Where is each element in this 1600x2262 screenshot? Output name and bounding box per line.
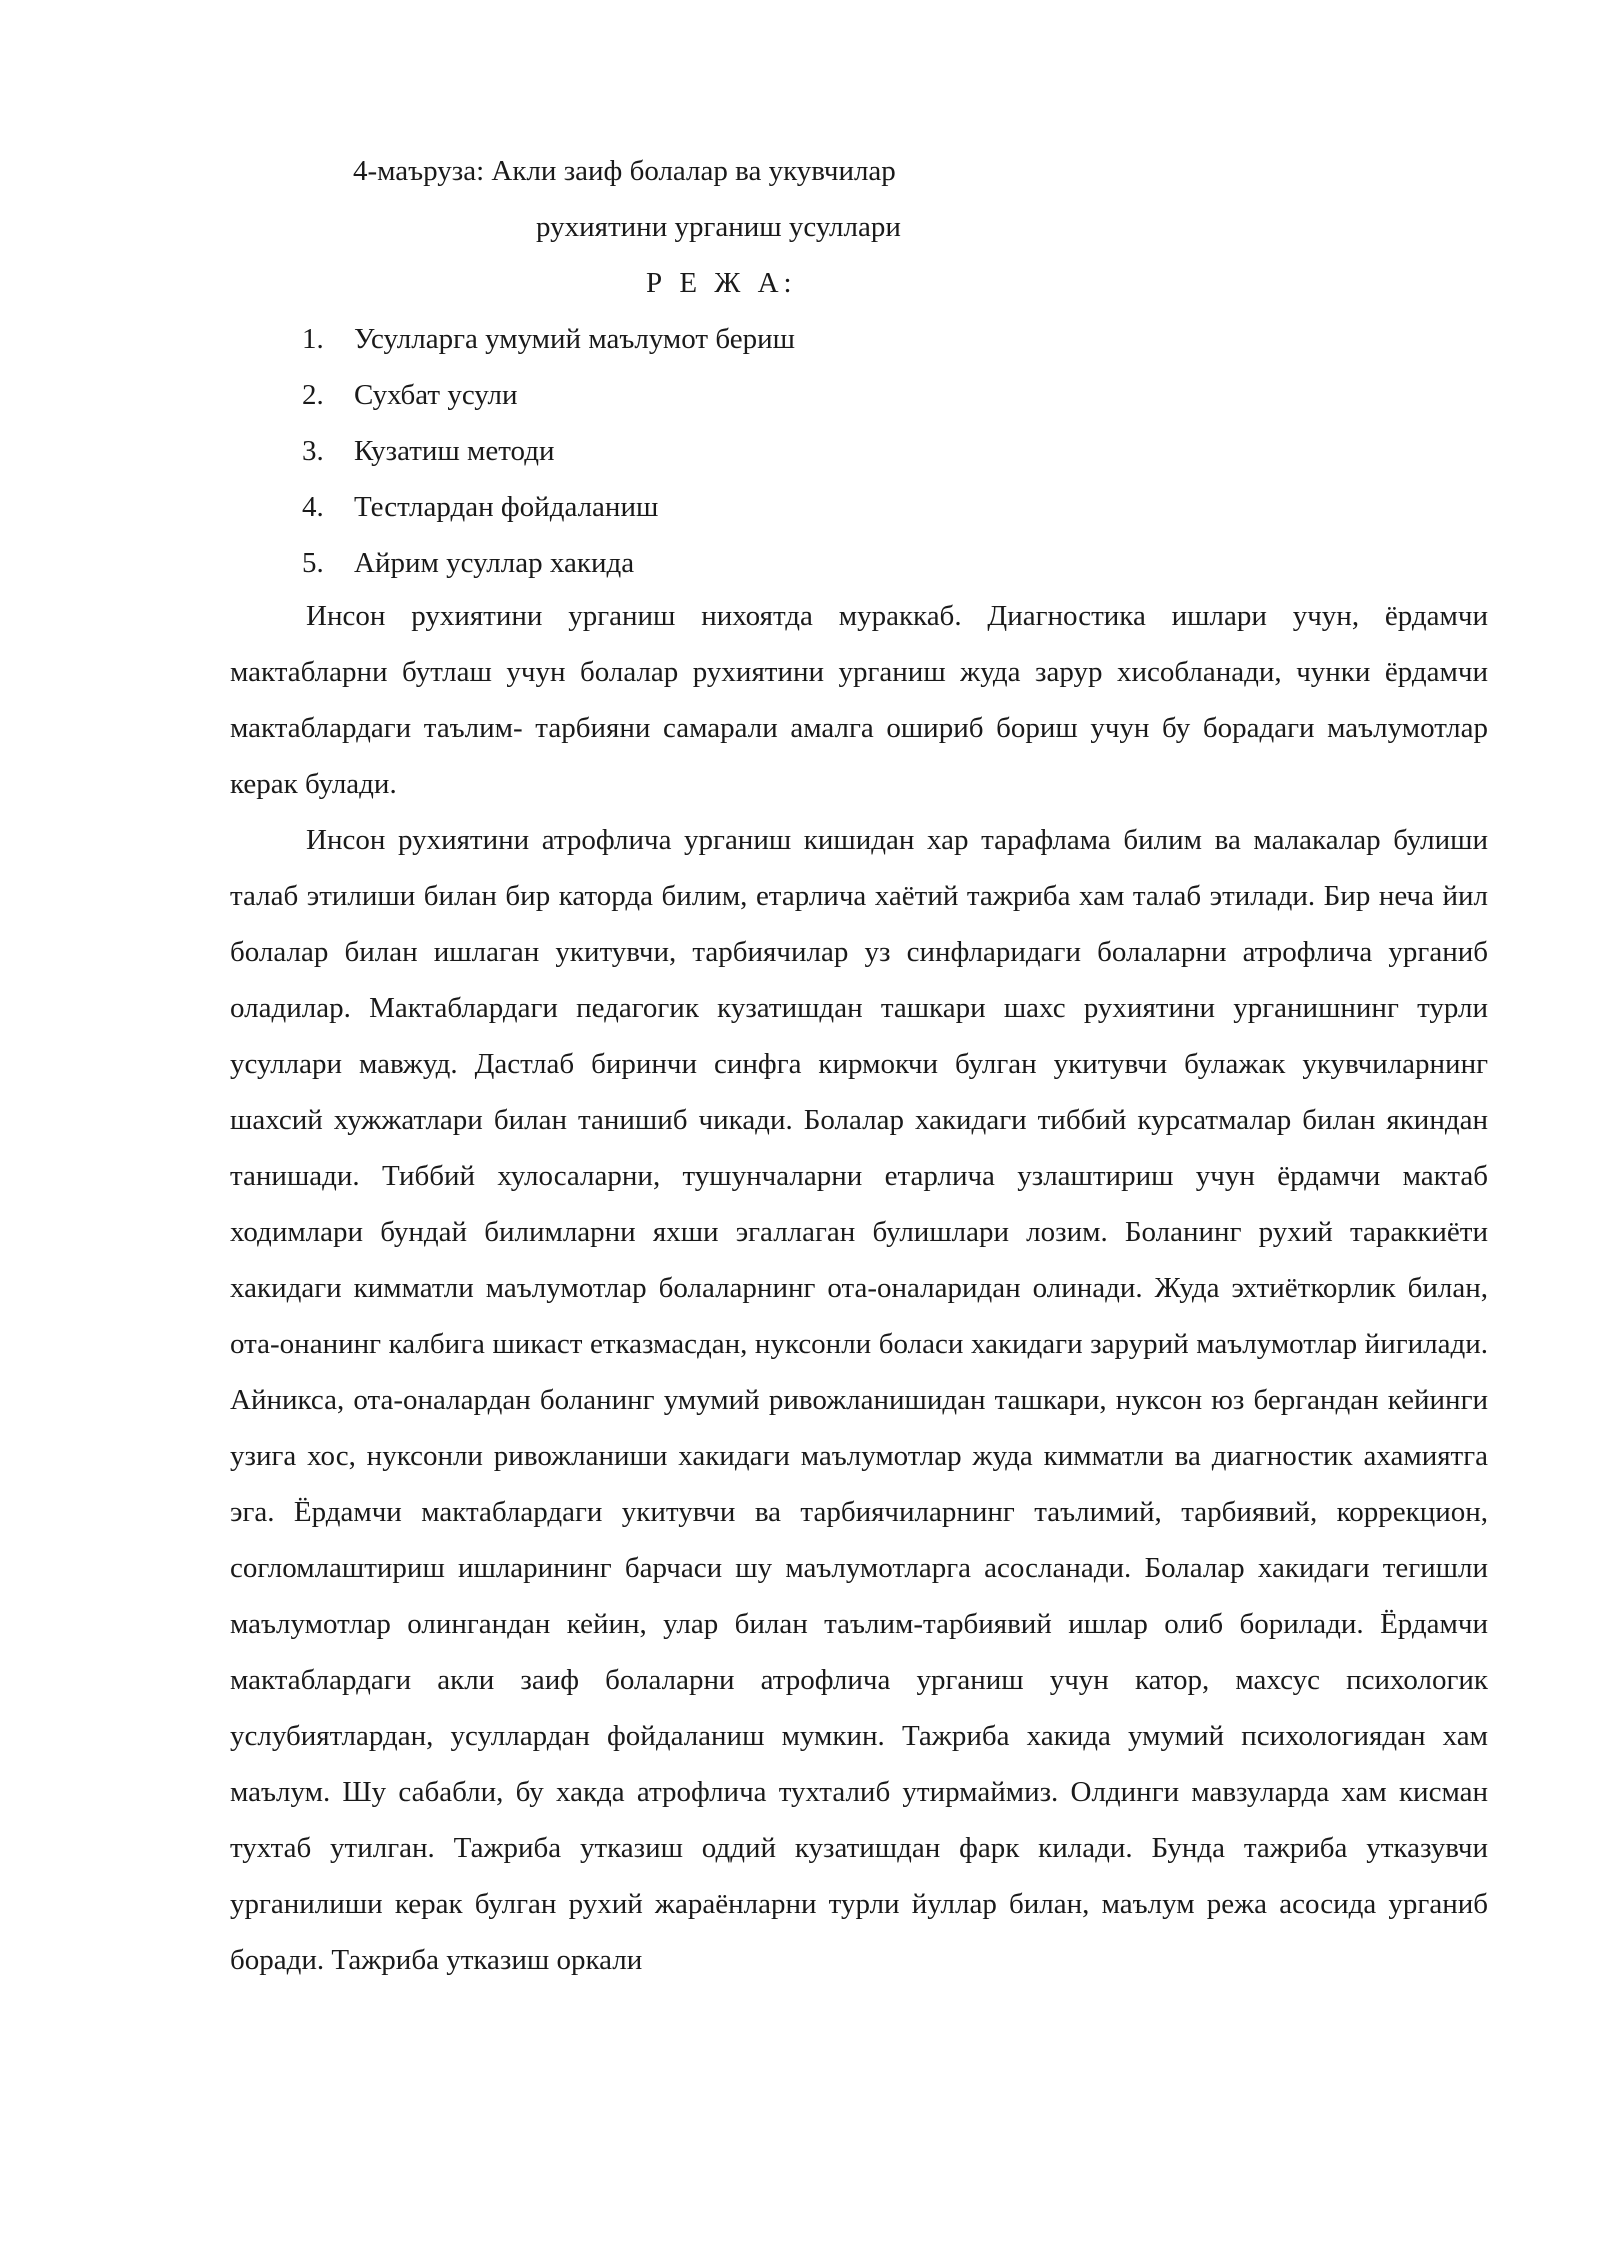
plan-item [302, 376, 795, 432]
plan-item-text: Тестлардан фойдаланиш [354, 491, 659, 523]
plan-item-number: 1. [302, 323, 324, 355]
plan-item [302, 432, 795, 488]
plan-item-number: 4. [302, 491, 324, 523]
plan-item-number: 2. [302, 379, 324, 411]
plan-item-text: Сухбат усули [354, 379, 518, 411]
plan-item-number: 5. [302, 547, 324, 579]
body-paragraph-2: Инсон рухиятини атрофлича урганиш кишидан хар тарафлама билим ва малакалар булиши талаб этилиши билан бир каторда билим, етарлича хаётий тажриба хам талаб этилади. Бир неча йил болалар билан ишлаган укитувчи, тарбиячилар уз синфларидаги болаларни атрофлича урганиб оладилар. Мактаблардаги педагогик кузатишдан ташкари шахс рухиятини урганишнинг турли усуллари мавжуд. Дастлаб биринчи синфга кирмокчи булган укитувчи булажак укувчиларнинг шахсий хужжатлари билан танишиб чикади. Болалар хакидаги тиббий курсатмалар билан якиндан танишади. Тиббий хулосаларни, тушунчаларни етарлича узлаштириш учун ёрдамчи мактаб ходимлари бундай билимларни яхши эгаллаган булишлари лозим. Боланинг рухий тараккиёти хакидаги кимматли маълумотлар болаларнинг ота-оналаридан олинади. Жуда эхтиёткорлик билан, ота-онанинг калбига шикаст етказмасдан, нуксонли боласи хакидаги зарурий маълумотлар йигилади. Айникса, ота-оналардан боланинг умумий ривожланишидан ташкари, нуксон юз бергандан кейинги узига хос, нуксонли ривожланиши хакидаги маълумотлар жуда кимматли ва диагностик ахамиятга эга. Ёрдамчи мактаблардаги укитувчи ва тарбиячиларнинг таълимий, тарбиявий, коррекцион, согломлаштириш ишларининг барчаси шу маълумотларга асосланади. Болалар хакидаги тегишли маълумотлар олингандан кейин, улар билан таълим-тарбиявий ишлар олиб борилади. Ёрдамчи мактаблардаги акли заиф болаларни атрофлича урганиш учун катор, махсус психологик услубиятлардан, усуллардан фойдаланиш мумкин. Тажриба хакида умумий психологиядан хам маълум. Шу сабабли, бу хакда атрофлича тухталиб утирмаймиз. Олдинги мавзуларда хам кисман тухтаб утилган. Тажриба утказиш оддий кузатишдан фарк килади. Бунда тажриба утказувчи урганилиши керак булган рухий жараёнларни турли йуллар билан, маълум режа асосида урганиб боради. Тажриба утказиш оркали [230, 824, 1488, 1976]
plan-item [302, 320, 795, 376]
plan-item-number: 3. [302, 435, 324, 467]
plan-heading: Р Е Ж А: [646, 267, 797, 299]
plan-item-text: Айрим усуллар хакида [354, 547, 635, 579]
lecture-title-line-2: рухиятини урганиш усуллари [536, 211, 901, 243]
plan-item-text: Усулларга умумий маълумот бериш [354, 323, 795, 355]
body-paragraph-1: Инсон рухиятини урганиш нихоятда мураккаб. Диагностика ишлари учун, ёрдамчи мактабларни бутлаш учун болалар рухиятини урганиш жуда зарур хисобланади, чунки ёрдамчи мактаблардаги таълим- тарбияни самарали амалга ошириб бориш учун бу борадаги маълумотлар керак булади. [230, 600, 1488, 800]
plan-list [302, 320, 795, 600]
plan-item [302, 488, 795, 544]
lecture-title-line-1: 4-маъруза: Акли заиф болалар ва укувчилар [353, 155, 896, 187]
plan-item-text: Кузатиш методи [354, 435, 555, 467]
